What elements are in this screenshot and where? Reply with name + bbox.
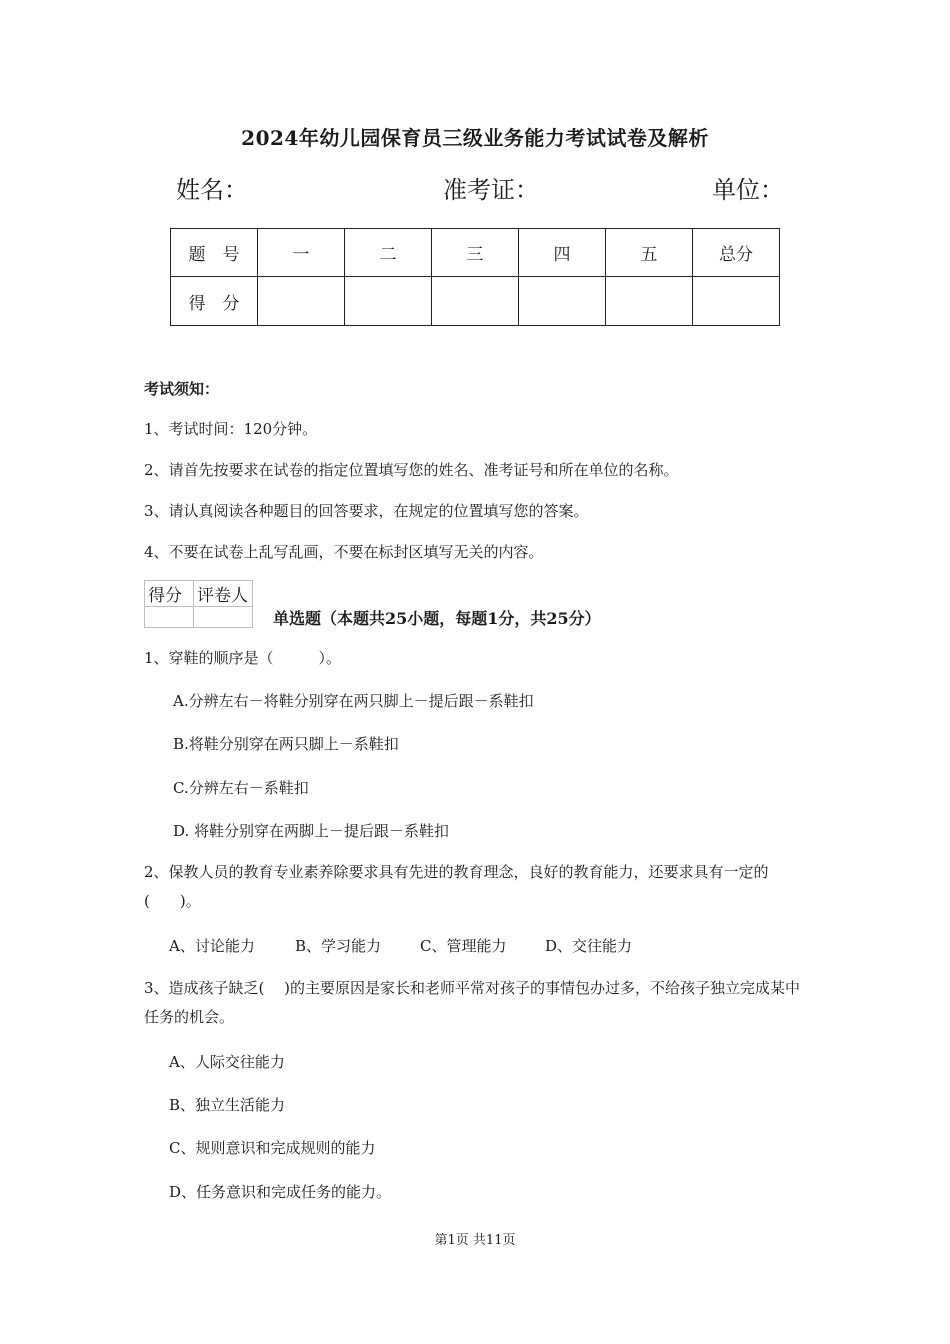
question-option: C、规则意识和完成规则的能力 (169, 1139, 376, 1157)
question-option: A、人际交往能力 (169, 1053, 285, 1071)
question-option: C.分辨左右－系鞋扣 (173, 779, 309, 797)
score-table-score-row (171, 277, 780, 326)
unit-field-label: 单位： (712, 176, 784, 204)
grader-box (144, 580, 253, 628)
score-table-header-row (171, 229, 780, 277)
score-cell (519, 277, 606, 326)
document-title: 2024年幼儿园保育员三级业务能力考试试卷及解析 (241, 126, 709, 150)
score-header-cell: 总分 (693, 229, 780, 277)
grader-name-label: 评卷人 (194, 581, 253, 607)
notice-item: 1、考试时间：120分钟。 (144, 420, 318, 438)
score-row-label: 得 分 (171, 277, 258, 326)
question-option: B、独立生活能力 (169, 1096, 286, 1114)
score-cell (432, 277, 519, 326)
score-cell (345, 277, 432, 326)
score-header-cell: 三 (432, 229, 519, 277)
question-option: D、交往能力 (545, 937, 633, 955)
question-option: C、管理能力 (420, 937, 507, 955)
grader-name-cell (194, 607, 253, 628)
question-stem: 3、造成孩子缺乏( )的主要原因是家长和老师平常对孩子的事情包办过多，不给孩子独立完成某中任务的机会。 (144, 979, 801, 1026)
notice-item: 4、不要在试卷上乱写乱画，不要在标封区填写无关的内容。 (144, 543, 544, 561)
score-header-cell: 二 (345, 229, 432, 277)
score-header-cell: 一 (258, 229, 345, 277)
question-option: B、学习能力 (295, 937, 382, 955)
grader-score-label: 得分 (145, 581, 194, 607)
grader-score-cell (145, 607, 194, 628)
exam-id-field-label: 准考证： (443, 176, 539, 204)
score-cell (258, 277, 345, 326)
score-header-cell: 题 号 (171, 229, 258, 277)
notice-heading: 考试须知： (144, 380, 220, 398)
score-cell (606, 277, 693, 326)
score-table (170, 228, 780, 326)
score-header-cell: 五 (606, 229, 693, 277)
question-option: D. 将鞋分别穿在两脚上－提后跟－系鞋扣 (173, 822, 450, 840)
question-stem: 1、穿鞋的顺序是（ ）。 (144, 649, 342, 667)
question-option: B.将鞋分别穿在两只脚上－系鞋扣 (173, 735, 399, 753)
notice-item: 2、请首先按要求在试卷的指定位置填写您的姓名、准考证号和所在单位的名称。 (144, 461, 679, 479)
section-title: 单选题（本题共25小题，每题1分，共25分） (273, 609, 601, 628)
question-option: D、任务意识和完成任务的能力。 (169, 1183, 392, 1201)
notice-item: 3、请认真阅读各种题目的回答要求，在规定的位置填写您的答案。 (144, 502, 589, 520)
question-option: A、讨论能力 (169, 937, 255, 955)
name-field-label: 姓名： (176, 176, 248, 204)
score-header-cell: 四 (519, 229, 606, 277)
question-option: A.分辨左右－将鞋分别穿在两只脚上－提后跟－系鞋扣 (173, 692, 534, 710)
question-stem: 2、保教人员的教育专业素养除要求具有先进的教育理念，良好的教育能力，还要求具有一定的( )。 (144, 863, 769, 910)
score-cell (693, 277, 780, 326)
page-footer: 第1页 共11页 (434, 1233, 516, 1248)
